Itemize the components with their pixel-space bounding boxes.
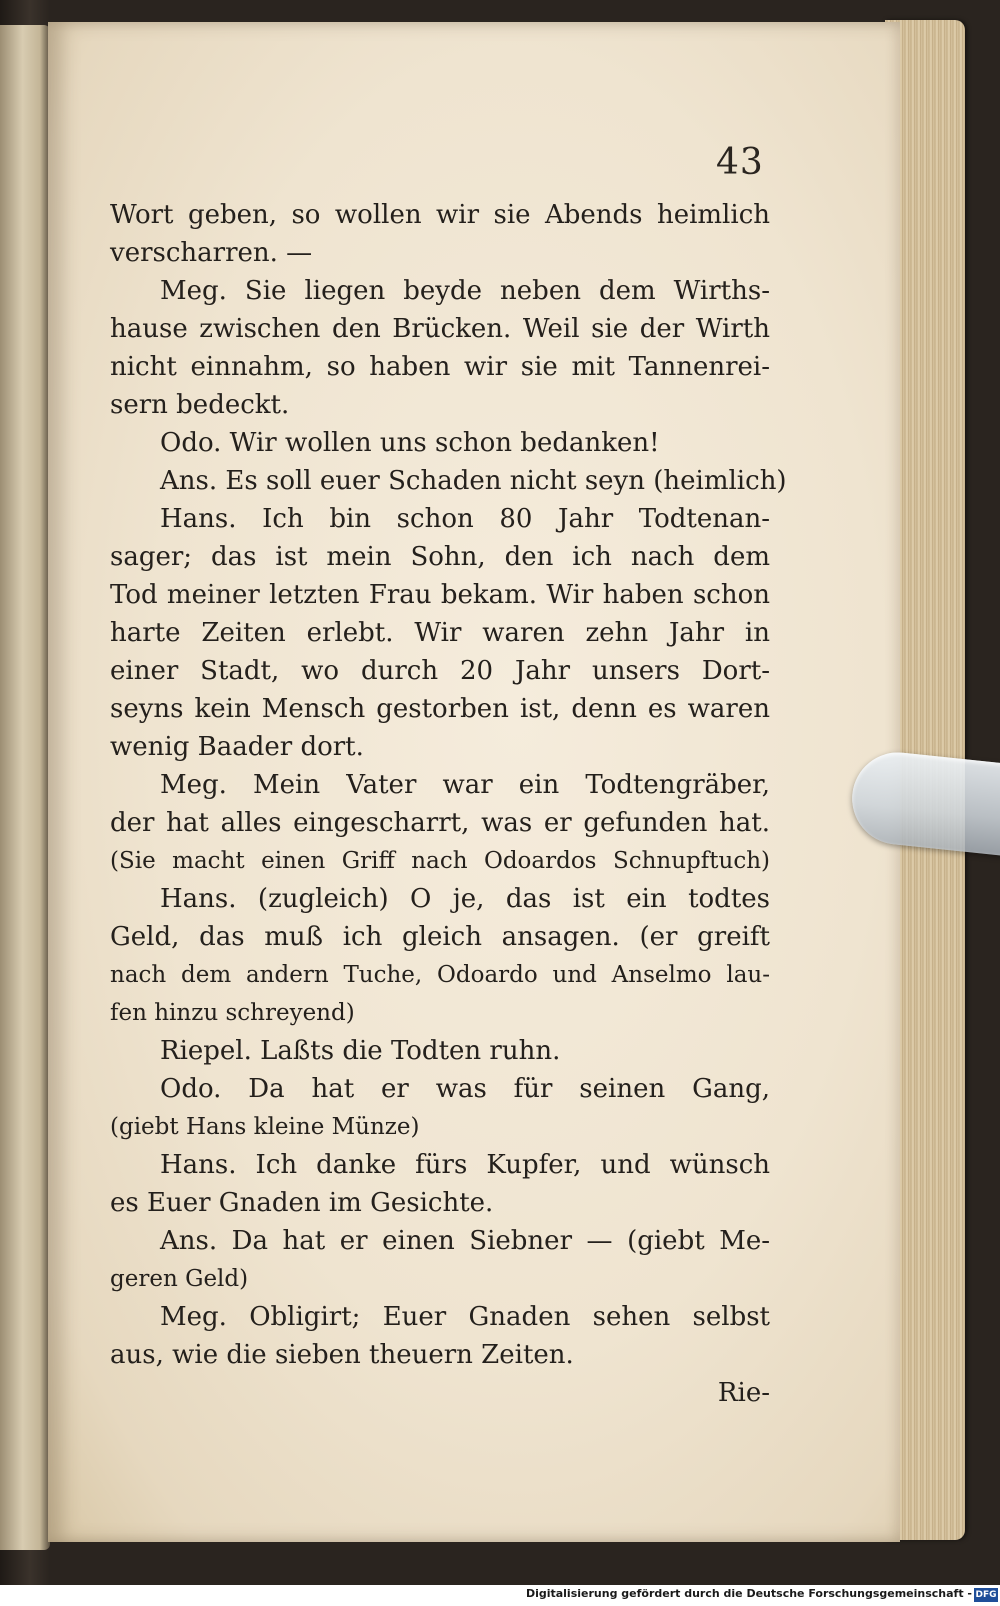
text-line: Odo. Wir wollen uns schon bedanken! — [160, 428, 660, 458]
text-line: fen hinzu schreyend) — [110, 1000, 355, 1026]
text-line: (giebt Hans kleine Münze) — [110, 1114, 420, 1140]
text-line: Tod meiner letzten Frau bekam. Wir haben schon — [110, 580, 770, 610]
text-line: Hans. (zugleich) O je, das ist ein todtes — [160, 884, 770, 914]
text-line: sager; das ist mein Sohn, den ich nach dem — [110, 542, 770, 572]
text-line: harte Zeiten erlebt. Wir waren zehn Jahr in — [110, 618, 770, 648]
text-line: hause zwischen den Brücken. Weil sie der Wirth — [110, 314, 770, 344]
text-line: aus, wie die sieben theuern Zeiten. — [110, 1340, 574, 1370]
text-line: einer Stadt, wo durch 20 Jahr unsers Dort- — [110, 656, 770, 686]
text-line: es Euer Gnaden im Gesichte. — [110, 1188, 494, 1218]
text-line: der hat alles eingescharrt, was er gefunden hat. — [110, 808, 770, 838]
text-line: Hans. Ich danke fürs Kupfer, und wünsch — [160, 1150, 770, 1180]
text-line: Meg. Sie liegen beyde neben dem Wirths- — [160, 276, 770, 306]
text-line: Riepel. Laßts die Todten ruhn. — [160, 1036, 561, 1066]
page-text — [110, 196, 787, 1412]
text-line: wenig Baader dort. — [110, 732, 364, 762]
text-line: Hans. Ich bin schon 80 Jahr Todtenan- — [160, 504, 770, 534]
text-line: nicht einnahm, so haben wir sie mit Tannenrei- — [110, 352, 770, 382]
text-line: sern bedeckt. — [110, 390, 290, 420]
dfg-logo: DFG — [975, 1590, 997, 1600]
text-line: Ans. Es soll euer Schaden nicht seyn (heimlich) — [160, 466, 787, 496]
text-line: seyns kein Mensch gestorben ist, denn es waren — [110, 694, 770, 724]
page-number: 43 — [716, 142, 764, 183]
text-line: Meg. Mein Vater war ein Todtengräber, — [160, 770, 770, 800]
text-line: Geld, das muß ich gleich ansagen. (er greift — [110, 922, 770, 952]
text-line: (Sie macht einen Griff nach Odoardos Schnupftuch) — [110, 848, 770, 874]
text-line: nach dem andern Tuche, Odoardo und Anselmo lau- — [110, 962, 770, 988]
text-line: verscharren. — — [110, 238, 313, 268]
text-line: Ans. Da hat er einen Siebner — (giebt Me- — [160, 1226, 770, 1256]
text-line: geren Geld) — [110, 1266, 249, 1292]
text-line: Meg. Obligirt; Euer Gnaden sehen selbst — [160, 1302, 770, 1332]
left-page-edge — [0, 25, 50, 1550]
text-line: Odo. Da hat er was für seinen Gang, — [160, 1074, 770, 1104]
text-line: Wort geben, so wollen wir sie Abends heimlich — [110, 200, 770, 230]
text-line: Rie- — [717, 1378, 770, 1408]
footer-credit: Digitalisierung gefördert durch die Deutsche Forschungsgemeinschaft - — [525, 1587, 972, 1600]
